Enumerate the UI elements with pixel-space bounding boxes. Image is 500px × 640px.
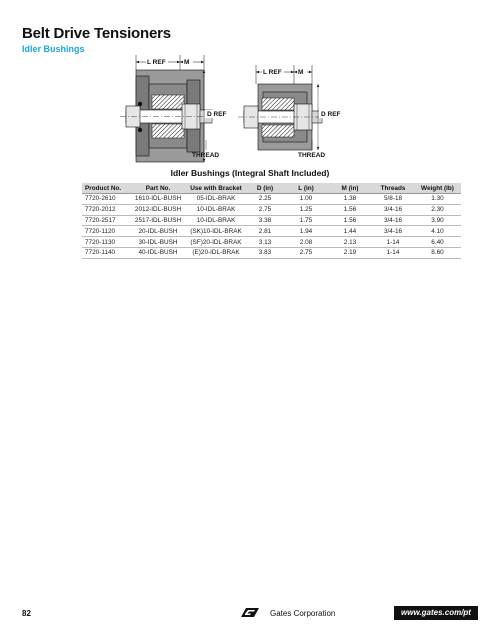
right-bushing-drawing xyxy=(238,65,326,150)
col-header-l: L (in) xyxy=(284,183,328,194)
left-m-label: M xyxy=(184,59,190,66)
cell-bracket: (SK)10-IDL-BRAK xyxy=(186,226,246,237)
left-bushing-drawing xyxy=(120,55,218,162)
cell-threads: 3/4-16 xyxy=(372,226,414,237)
cell-d: 2.81 xyxy=(246,226,284,237)
table-row xyxy=(82,247,461,258)
col-header-product-no: Product No. xyxy=(82,183,130,194)
table-row xyxy=(82,204,461,215)
table-row xyxy=(82,226,461,237)
left-d-ref-label: D REF xyxy=(207,111,227,118)
cell-weight: 4.10 xyxy=(414,226,461,237)
table-row xyxy=(82,194,461,205)
cell-threads: 3/4-16 xyxy=(372,204,414,215)
website-link[interactable]: www.gates.com/pt xyxy=(394,606,478,620)
right-d-ref-label: D REF xyxy=(321,111,341,118)
cell-bracket: 10-IDL-BRAK xyxy=(186,215,246,226)
cell-threads: 3/4-16 xyxy=(372,215,414,226)
cell-part-no: 1610-IDL-BUSH xyxy=(130,194,186,205)
cell-d: 3.13 xyxy=(246,237,284,248)
section-subtitle: Idler Bushings xyxy=(22,44,85,54)
cell-weight: 6.40 xyxy=(414,237,461,248)
cell-bracket: 05-IDL-BRAK xyxy=(186,194,246,205)
page-title: Belt Drive Tensioners xyxy=(22,25,171,42)
cell-product-no: 7720-2012 xyxy=(82,204,130,215)
cell-product-no: 7720-1120 xyxy=(82,226,130,237)
cell-product-no: 7720-1130 xyxy=(82,237,130,248)
cell-product-no: 7720-2517 xyxy=(82,215,130,226)
gates-logo-icon xyxy=(240,607,260,618)
cell-weight: 8.60 xyxy=(414,247,461,258)
cell-d: 3.83 xyxy=(246,247,284,258)
cell-weight: 2.30 xyxy=(414,204,461,215)
cell-part-no: 20-IDL-BUSH xyxy=(130,226,186,237)
table-row xyxy=(82,237,461,248)
right-l-ref-label: L REF xyxy=(263,69,282,76)
col-header-m: M (in) xyxy=(328,183,372,194)
cell-m: 2.19 xyxy=(328,247,372,258)
cell-m: 1.56 xyxy=(328,215,372,226)
cell-part-no: 2012-IDL-BUSH xyxy=(130,204,186,215)
page-number: 82 xyxy=(22,609,31,618)
cell-m: 1.44 xyxy=(328,226,372,237)
cell-part-no: 40-IDL-BUSH xyxy=(130,247,186,258)
left-l-ref-label: L REF xyxy=(147,59,166,66)
table-row xyxy=(82,215,461,226)
col-header-part-no: Part No. xyxy=(130,183,186,194)
cell-part-no: 2517-IDL-BUSH xyxy=(130,215,186,226)
col-header-weight: Weight (lb) xyxy=(414,183,461,194)
col-header-d: D (in) xyxy=(246,183,284,194)
cell-threads: 5/8-18 xyxy=(372,194,414,205)
table-caption: Idler Bushings (Integral Shaft Included) xyxy=(170,168,330,178)
table-header-row xyxy=(82,183,461,194)
right-thread-label: THREAD xyxy=(298,152,326,159)
cell-d: 2.75 xyxy=(246,204,284,215)
cell-product-no: 7720-1140 xyxy=(82,247,130,258)
col-header-threads: Threads xyxy=(372,183,414,194)
col-header-bracket: Use with Bracket xyxy=(186,183,246,194)
cell-bracket: (SF)20-IDL-BRAK xyxy=(186,237,246,248)
company-name: Gates Corporation xyxy=(270,609,336,618)
cell-bracket: (E)20-IDL-BRAK xyxy=(186,247,246,258)
cell-threads: 1-14 xyxy=(372,237,414,248)
cell-l: 1.94 xyxy=(284,226,328,237)
cell-product-no: 7720-2610 xyxy=(82,194,130,205)
cell-l: 2.75 xyxy=(284,247,328,258)
cell-part-no: 30-IDL-BUSH xyxy=(130,237,186,248)
cell-d: 2.25 xyxy=(246,194,284,205)
idler-bushings-table xyxy=(82,183,461,259)
cell-m: 2.13 xyxy=(328,237,372,248)
right-m-label: M xyxy=(298,69,304,76)
cell-m: 1.38 xyxy=(328,194,372,205)
left-thread-label: THREAD xyxy=(192,152,220,159)
cell-l: 1.25 xyxy=(284,204,328,215)
cell-m: 1.56 xyxy=(328,204,372,215)
cell-l: 2.08 xyxy=(284,237,328,248)
cell-l: 1.00 xyxy=(284,194,328,205)
cell-weight: 3.90 xyxy=(414,215,461,226)
cell-d: 3.38 xyxy=(246,215,284,226)
cell-bracket: 10-IDL-BRAK xyxy=(186,204,246,215)
idler-bushing-diagram xyxy=(0,0,500,165)
cell-threads: 1-14 xyxy=(372,247,414,258)
cell-weight: 1.30 xyxy=(414,194,461,205)
cell-l: 1.75 xyxy=(284,215,328,226)
